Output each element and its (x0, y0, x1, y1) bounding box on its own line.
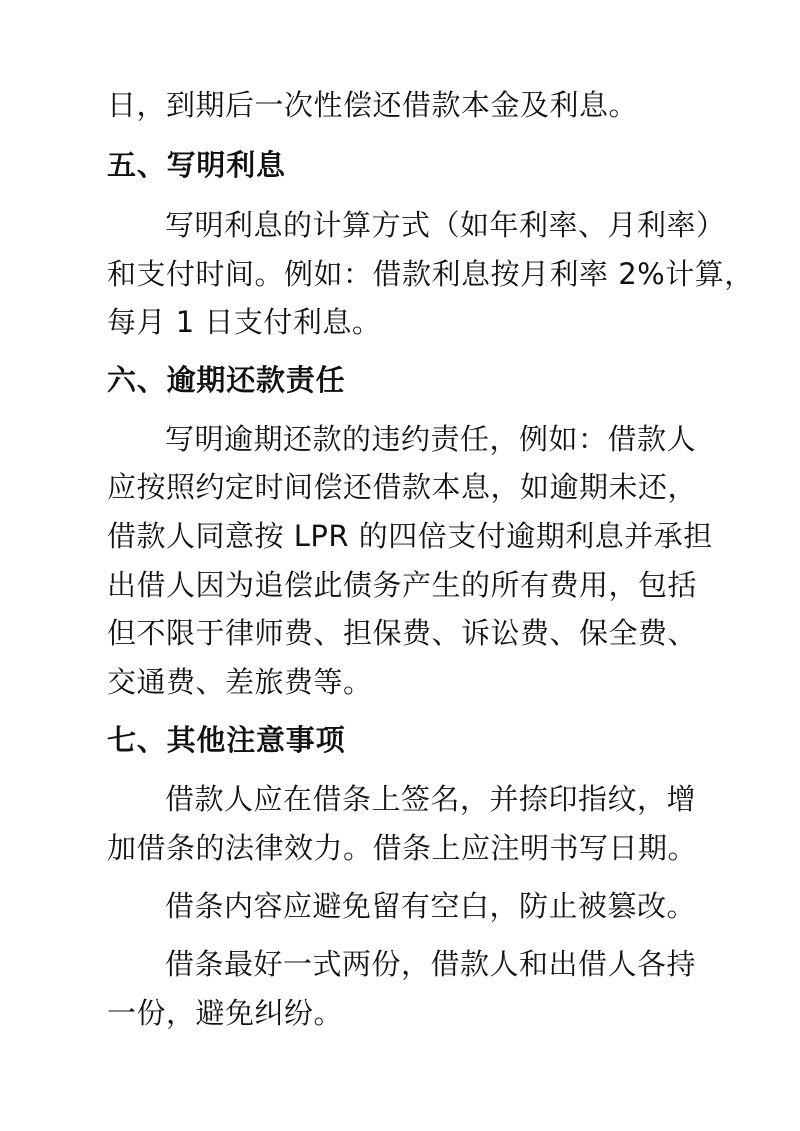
overdue-paragraph-line-4: 出借人因为追偿此债务产生的所有费用，包括 (107, 568, 698, 602)
overdue-paragraph-line-1: 写明逾期还款的违约责任，例如：借款人 (165, 422, 697, 456)
notes-paragraph-1-line-1: 借款人应在借条上签名，并捺印指纹，增 (165, 782, 697, 816)
section-heading-other-notes: 七、其他注意事项 (107, 723, 346, 757)
interest-paragraph-line-3: 每月 1 日支付利息。 (107, 305, 382, 339)
continuation-line-1: 日，到期后一次性偿还借款本金及利息。 (107, 88, 639, 122)
overdue-paragraph-line-6: 交通费、差旅费等。 (107, 665, 373, 699)
interest-paragraph-line-2: 和支付时间。例如：借款利息按月利率 2%计算， (107, 257, 754, 291)
notes-paragraph-3-line-2: 一份，避免纠纷。 (107, 996, 344, 1030)
notes-paragraph-1-line-2: 加借条的法律效力。借条上应注明书写日期。 (107, 831, 698, 865)
overdue-paragraph-line-5: 但不限于律师费、担保费、诉讼费、保全费、 (107, 616, 698, 650)
section-heading-overdue: 六、逾期还款责任 (107, 363, 346, 397)
notes-paragraph-2-line-1: 借条内容应避免留有空白，防止被篡改。 (165, 889, 697, 923)
overdue-paragraph-line-3: 借款人同意按 LPR 的四倍支付逾期利息并承担 (107, 519, 713, 553)
notes-paragraph-3-line-1: 借条最好一式两份，借款人和出借人各持 (165, 947, 697, 981)
section-heading-interest: 五、写明利息 (107, 148, 286, 182)
interest-paragraph-line-1: 写明利息的计算方式（如年利率、月利率） (165, 208, 726, 242)
overdue-paragraph-line-2: 应按照约定时间偿还借款本息，如逾期未还， (107, 470, 698, 504)
